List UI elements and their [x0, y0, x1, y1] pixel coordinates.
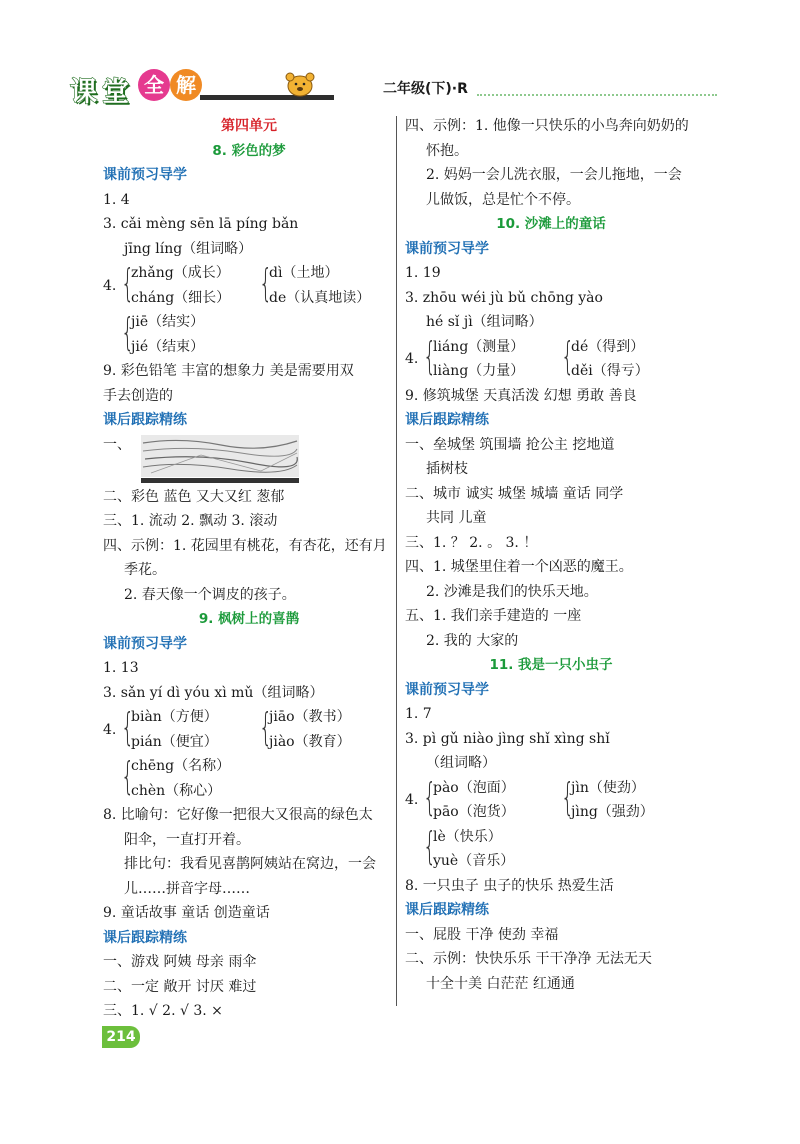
section-preview: 课前预习导学 — [405, 240, 489, 257]
answer-line: 三、1. √ 2. √ 3. × — [103, 1003, 223, 1019]
logo-char-1: 课 — [70, 77, 97, 108]
answer-line — [103, 433, 395, 485]
logo-char-4: 解 — [170, 69, 202, 101]
polyphone-group — [423, 776, 549, 825]
header-dotted-rule — [477, 94, 717, 96]
answer-line: 2. 沙滩是我们的快乐天地。 — [426, 583, 598, 600]
answer-line: 怀抱。 — [426, 142, 468, 159]
answer-line: 8. 比喻句：它好像一把很大又很高的绿色太 — [103, 807, 373, 823]
answer-line: 二、示例：快快乐乐 干干净净 无法无天 — [405, 951, 652, 967]
answer-line: 2. 我的 大家的 — [426, 632, 519, 649]
answer-line: 手去创造的 — [103, 387, 173, 404]
reading: děi（得亏） — [571, 363, 649, 379]
answer-line: 儿……拼音字母…… — [124, 880, 250, 897]
answer-line: hé sǐ jì（组词略） — [426, 314, 543, 330]
handwriting-image — [141, 435, 299, 483]
answer-line: 四、1. 城堡里住着一个凶恶的魔王。 — [405, 559, 633, 575]
reading: chèn（称心） — [131, 782, 222, 799]
answer-line: 9. 童话故事 童话 创造童话 — [103, 905, 270, 921]
logo-char-2: 堂 — [102, 77, 129, 108]
reading: biàn（方便） — [131, 709, 218, 725]
reading: yuè（音乐） — [433, 853, 515, 869]
reading: cháng（细长） — [131, 289, 231, 306]
answer-line: 1. 7 — [405, 706, 432, 722]
reading: pián（便宜） — [131, 733, 218, 750]
answer-line: 三、1. ？ 2. 。 3. ！ — [405, 534, 538, 551]
polyphone-answer — [103, 261, 395, 310]
section-practice: 课后跟踪精练 — [103, 412, 187, 428]
reading: de（认真地读） — [269, 289, 371, 306]
polyphone-group — [121, 705, 247, 754]
answer-line: 3. zhōu wéi jù bǔ chōng yào — [405, 289, 603, 306]
reading: liàng（力量） — [433, 363, 525, 379]
answer-line: 2. 妈妈一会儿洗衣服，一会儿拖地，一会 — [426, 167, 682, 183]
unit-title: 第四单元 — [221, 118, 277, 134]
reading: dì（土地） — [269, 265, 339, 281]
answer-line: 五、1. 我们亲手建造的 一座 — [405, 608, 582, 624]
brace-icon: { — [259, 704, 273, 749]
right-column — [405, 114, 697, 996]
answer-line: 季花。 — [124, 562, 166, 578]
brace-icon: { — [423, 775, 437, 819]
reading: pāo（泡货） — [433, 804, 515, 820]
answer-line: 8. 一只虫子 虫子的快乐 热爱生活 — [405, 877, 614, 894]
answer-line: 1. 19 — [405, 265, 441, 281]
answer-number: 一、 — [103, 436, 131, 453]
left-column — [103, 114, 395, 1024]
reading: dé（得到） — [571, 338, 645, 355]
polyphone-group — [259, 705, 351, 754]
polyphone-answer — [103, 754, 395, 803]
answer-number: 4. — [405, 351, 419, 367]
answer-line: 9. 彩色铅笔 丰富的想象力 美是需要用双 — [103, 363, 354, 379]
section-preview: 课前预习导学 — [405, 681, 489, 698]
polyphone-group — [423, 825, 514, 874]
answer-line: 排比句：我看见喜鹊阿姨站在窝边，一会 — [124, 856, 376, 872]
lesson-9-title: 9. 枫树上的喜鹊 — [198, 611, 300, 627]
brace-icon: { — [121, 753, 135, 798]
lesson-8-title: 8. 彩色的梦 — [212, 142, 286, 159]
reading: chēng（名称） — [131, 758, 231, 774]
answer-line: 共同 儿童 — [426, 510, 487, 526]
lesson-10-title: 10. 沙滩上的童话 — [496, 216, 606, 232]
polyphone-group — [561, 335, 649, 384]
answer-line: 2. 春天像一个调皮的孩子。 — [124, 586, 296, 603]
answer-number: 4. — [103, 277, 117, 294]
book-logo — [70, 68, 266, 108]
polyphone-group — [259, 261, 370, 310]
reading: jiào（教育） — [269, 733, 351, 750]
polyphone-group — [561, 776, 654, 825]
answer-line: （组词略） — [426, 755, 496, 771]
reading: liáng（测量） — [433, 338, 525, 355]
answer-line: 3. pì gǔ niào jìng shǐ xìng shǐ — [405, 730, 610, 747]
polyphone-group — [121, 261, 247, 310]
polyphone-answer — [405, 825, 697, 874]
answer-line: 9. 修筑城堡 天真活泼 幻想 勇敢 善良 — [405, 387, 637, 404]
brace-icon: { — [561, 775, 575, 819]
answer-line: 阳伞，一直打开着。 — [124, 831, 250, 848]
answer-line: 三、1. 流动 2. 飘动 3. 滚动 — [103, 513, 278, 529]
logo-char-3: 全 — [138, 69, 170, 101]
answer-line: 二、一定 敞开 讨厌 难过 — [103, 978, 257, 995]
column-divider — [396, 116, 397, 1006]
answer-line: 3. cǎi mèng sēn lā píng bǎn — [103, 216, 299, 232]
reading: lè（快乐） — [433, 828, 502, 845]
answer-line: 一、屁股 干净 使劲 幸福 — [405, 926, 559, 943]
section-preview: 课前预习导学 — [103, 167, 187, 183]
answer-line: jīng líng（组词略） — [124, 240, 253, 257]
brace-icon: { — [259, 260, 273, 305]
brace-icon: { — [423, 824, 437, 868]
grade-label: 二年级(下)·R — [383, 81, 468, 97]
polyphone-group — [423, 335, 549, 384]
reading: jié（结束） — [131, 338, 205, 355]
polyphone-answer — [405, 776, 697, 825]
section-practice: 课后跟踪精练 — [405, 412, 489, 428]
reading: zhǎng（成长） — [131, 265, 230, 281]
answer-line: 十全十美 白茫茫 红通通 — [426, 975, 575, 992]
polyphone-group — [121, 754, 230, 803]
answer-line: 二、城市 诚实 城堡 城墙 童话 同学 — [405, 485, 624, 502]
page-number: 214 — [102, 1026, 140, 1048]
answer-line: 3. sǎn yí dì yóu xì mǔ（组词略） — [103, 684, 324, 701]
answer-line: 儿做饭，总是忙个不停。 — [426, 191, 580, 208]
section-practice: 课后跟踪精练 — [103, 929, 187, 946]
reading: jiāo（教书） — [269, 709, 351, 725]
answer-number: 4. — [405, 792, 419, 808]
answer-line: 插树枝 — [426, 461, 468, 477]
answer-line: 1. 4 — [103, 191, 130, 208]
brace-icon: { — [121, 704, 135, 749]
polyphone-group — [121, 310, 204, 359]
answer-number: 4. — [103, 721, 117, 738]
answer-line: 一、垒城堡 筑围墙 抢公主 挖地道 — [405, 436, 615, 453]
reading: jìn（使劲） — [571, 779, 645, 796]
answer-line: 1. 13 — [103, 660, 139, 676]
answer-line: 四、示例：1. 花园里有桃花，有杏花，还有月 — [103, 537, 387, 554]
brace-icon: { — [561, 334, 575, 378]
brace-icon: { — [423, 334, 437, 378]
answer-line: 四、示例：1. 他像一只快乐的小鸟奔向奶奶的 — [405, 118, 689, 134]
section-practice: 课后跟踪精练 — [405, 902, 489, 918]
reading: jiē（结实） — [131, 314, 205, 330]
brace-icon: { — [121, 260, 135, 305]
reading: jìng（强劲） — [571, 804, 654, 820]
reading: pào（泡面） — [433, 779, 515, 796]
bear-mascot-icon — [280, 71, 320, 97]
answer-line: 二、彩色 蓝色 又大又红 葱郁 — [103, 488, 285, 505]
answer-line: 一、游戏 阿姨 母亲 雨伞 — [103, 954, 257, 970]
polyphone-answer — [405, 335, 697, 384]
polyphone-answer — [103, 310, 395, 359]
lesson-11-title: 11. 我是一只小虫子 — [489, 657, 613, 673]
section-preview: 课前预习导学 — [103, 635, 187, 652]
polyphone-answer — [103, 705, 395, 754]
brace-icon: { — [121, 309, 135, 354]
